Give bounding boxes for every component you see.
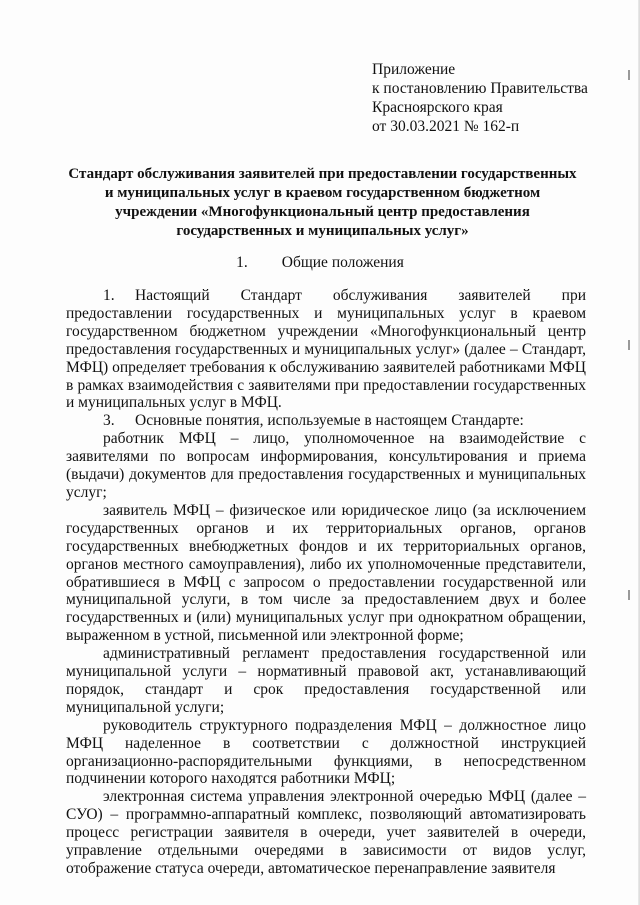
scan-mark (628, 340, 630, 350)
scan-mark (628, 590, 630, 600)
paragraph-number: 1. (103, 287, 115, 304)
definition-worker: работник МФЦ – лицо, уполномоченное на взаимодействие с заявителями по вопросам информирования, консультирования и приема (выдачи) документов для предоставления государственных и муниципальных услуг; (66, 430, 586, 501)
definition-regulation: административный регламент предоставления государственной или муниципальной услуги – нормативный правовой акт, устанавливающий порядок, стандарт и срок предоставления государственной или муниципальной услуги; (66, 645, 586, 716)
title-line: и муниципальных услуг в краевом государственном бюджетном (104, 185, 541, 201)
section-title: Общие положения (281, 254, 404, 271)
appendix-line: Приложение (372, 61, 456, 78)
paragraph-3 (66, 412, 586, 430)
document-body (66, 287, 586, 878)
appendix-line: к постановлению Правительства (372, 80, 588, 97)
section-heading (0, 254, 640, 272)
definition-head: руководитель структурного подразделения МФЦ – должностное лицо МФЦ наделенное в соответствии с должностной инструкцией организационно-распорядительными функциями, в непосредственном подчинении которого находятся работники МФЦ; (66, 716, 586, 788)
section-number: 1. (236, 254, 248, 271)
title-line: государственных и муниципальных услуг» (176, 223, 469, 239)
document-title (60, 165, 585, 241)
definition-applicant: заявитель МФЦ – физическое или юридическое лицо (за исключением государственных органов и их территориальных органов, органов государственных внебюджетных фондов и их территориальных органов, органов местного самоуправления), либо их уполномоченные представители, обратившиеся в МФЦ с запросом о предоставлении государственной или муниципальной услуги, в том числе за предоставлением двух и более государственных и (или) муниципальных услуг при однократном обращении, выраженном в устной, письменной или электронной форме; (66, 501, 586, 645)
scan-mark (628, 70, 630, 80)
paragraph-text: Настоящий Стандарт обслуживания заявителей при предоставлении государственных и муниципальных услуг в краевом государственном бюджетном учреждении «Многофункциональный центр предоставления государственных и муниципальных услуг» (далее – Стандарт, МФЦ) определяет требования к обслуживанию заявителей работниками МФЦ в рамках взаимодействия с заявителями при предоставлении государственных и муниципальных услуг в МФЦ. (66, 287, 586, 412)
appendix-line: Красноярского края (372, 99, 503, 116)
definition-queue-system: электронная система управления электронной очередью МФЦ (далее – СУО) – программно-аппаратный комплекс, позволяющий автоматизировать процесс регистрации заявителя в очереди, учет заявителей в очереди, управление отдельными очередями в зависимости от видов услуг, отображение статуса очереди, автоматическое перенаправление заявителя (66, 788, 586, 877)
title-line: Стандарт обслуживания заявителей при предоставлении государственных (68, 166, 577, 182)
paragraph-1 (66, 287, 586, 412)
paragraph-text: Основные понятия, используемые в настоящем Стандарте: (135, 412, 524, 430)
appendix-block (372, 60, 632, 136)
paragraph-number: 3. (103, 412, 115, 430)
appendix-line: от 30.03.2021 № 162-п (372, 118, 520, 135)
title-line: учреждении «Многофункциональный центр предоставления (115, 204, 530, 220)
